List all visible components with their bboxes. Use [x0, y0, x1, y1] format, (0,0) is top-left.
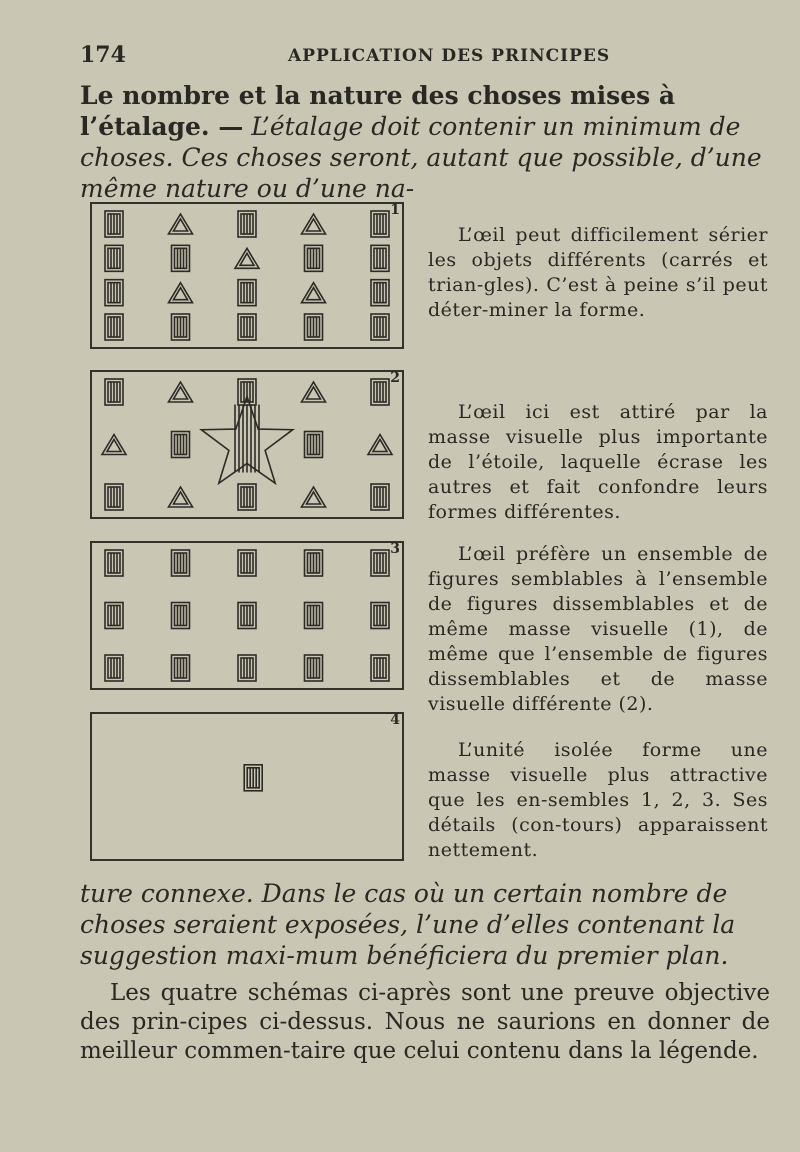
top-paragraph	[80, 80, 770, 204]
square-symbol	[105, 280, 123, 306]
square-symbol	[238, 550, 256, 576]
figure-3-schema	[92, 543, 402, 688]
square-symbol	[244, 765, 262, 791]
square-symbol	[172, 245, 190, 271]
figure-number: 4	[390, 712, 400, 728]
continued-italic-text: ture connexe. Dans le cas où un certain nombre de choses seraient exposées, l’une d’elles contenant la suggestion maxi-mum bénéficiera du premier plan.	[80, 879, 736, 970]
section-lead: Le nombre et la nature des choses mises à l’étalage. —	[80, 81, 676, 141]
square-symbol	[238, 211, 256, 237]
triangle-symbol	[169, 214, 193, 234]
caption-text: L’œil ici est attiré par la masse visuelle plus importante de l’étoile, laquelle écrase les autres et fait confondre leurs formes différentes.	[428, 401, 768, 523]
figure-3-caption	[428, 542, 768, 717]
figure-2-caption	[428, 400, 768, 525]
square-symbol	[105, 211, 123, 237]
triangle-symbol	[235, 248, 259, 268]
square-symbol	[371, 655, 389, 681]
figure-3	[90, 541, 404, 690]
square-symbol	[371, 379, 389, 405]
square-symbol	[238, 655, 256, 681]
triangle-symbol	[169, 382, 193, 402]
square-symbol	[172, 314, 190, 340]
square-symbol	[305, 314, 323, 340]
caption-text: L’unité isolée forme une masse visuelle plus attractive que les en-sembles 1, 2, 3. Ses détails (con-tours) apparaissent nettement.	[428, 739, 768, 861]
figure-1-caption	[428, 223, 768, 323]
figure-number: 2	[390, 370, 400, 386]
triangle-symbol	[302, 283, 326, 303]
caption-text: L’œil peut difficilement sérier les objets différents (carrés et trian-gles). C’est à peine s’il peut déter-miner la forme.	[428, 224, 768, 321]
square-symbol	[371, 280, 389, 306]
section-italic-text: L’étalage doit contenir un minimum de choses. Ces choses seront, autant que possible, d’une même nature ou d’une na-	[80, 112, 762, 203]
page-header	[80, 42, 740, 72]
triangle-symbol	[169, 487, 193, 507]
figure-1	[90, 202, 404, 349]
triangle-symbol	[302, 382, 326, 402]
triangle-symbol	[302, 214, 326, 234]
square-symbol	[371, 245, 389, 271]
figure-number: 3	[390, 541, 400, 557]
square-symbol	[371, 550, 389, 576]
square-symbol	[305, 432, 323, 458]
square-symbol	[105, 245, 123, 271]
square-symbol	[305, 550, 323, 576]
square-symbol	[238, 379, 256, 405]
square-symbol	[238, 314, 256, 340]
caption-text: L’œil préfère un ensemble de figures semblables à l’ensemble de figures dissemblables et de même masse visuelle (1), de même que l’ensemble de figures dissemblables et de masse visuelle différente (2).	[428, 543, 768, 715]
square-symbol	[105, 603, 123, 629]
square-symbol	[172, 655, 190, 681]
square-symbol	[172, 432, 190, 458]
running-title: APPLICATION DES PRINCIPES	[288, 46, 611, 66]
square-symbol	[371, 314, 389, 340]
square-symbol	[105, 550, 123, 576]
bottom-text	[80, 878, 770, 1066]
square-symbol	[305, 655, 323, 681]
closing-paragraph: Les quatre schémas ci-après sont une preuve objective des prin-cipes ci-dessus. Nous ne saurions en donner de meilleur commen-taire que celui contenu dans la légende.	[80, 980, 770, 1064]
figure-4-caption	[428, 738, 768, 863]
square-symbol	[105, 484, 123, 510]
page-number: 174	[80, 42, 126, 68]
figure-1-schema	[92, 204, 402, 347]
figure-2-schema	[92, 372, 402, 517]
square-symbol	[105, 379, 123, 405]
figure-number: 1	[390, 202, 400, 218]
triangle-symbol	[302, 487, 326, 507]
square-symbol	[238, 280, 256, 306]
triangle-symbol	[368, 435, 392, 455]
square-symbol	[238, 603, 256, 629]
triangle-symbol	[169, 283, 193, 303]
square-symbol	[238, 484, 256, 510]
triangle-symbol	[102, 435, 126, 455]
figure-4	[90, 712, 404, 861]
square-symbol	[305, 603, 323, 629]
square-symbol	[371, 211, 389, 237]
square-symbol	[105, 314, 123, 340]
square-symbol	[371, 484, 389, 510]
star-symbol	[201, 397, 292, 484]
figure-2	[90, 370, 404, 519]
figure-4-schema	[92, 714, 402, 859]
square-symbol	[371, 603, 389, 629]
square-symbol	[105, 655, 123, 681]
square-symbol	[172, 603, 190, 629]
square-symbol	[305, 245, 323, 271]
square-symbol	[172, 550, 190, 576]
